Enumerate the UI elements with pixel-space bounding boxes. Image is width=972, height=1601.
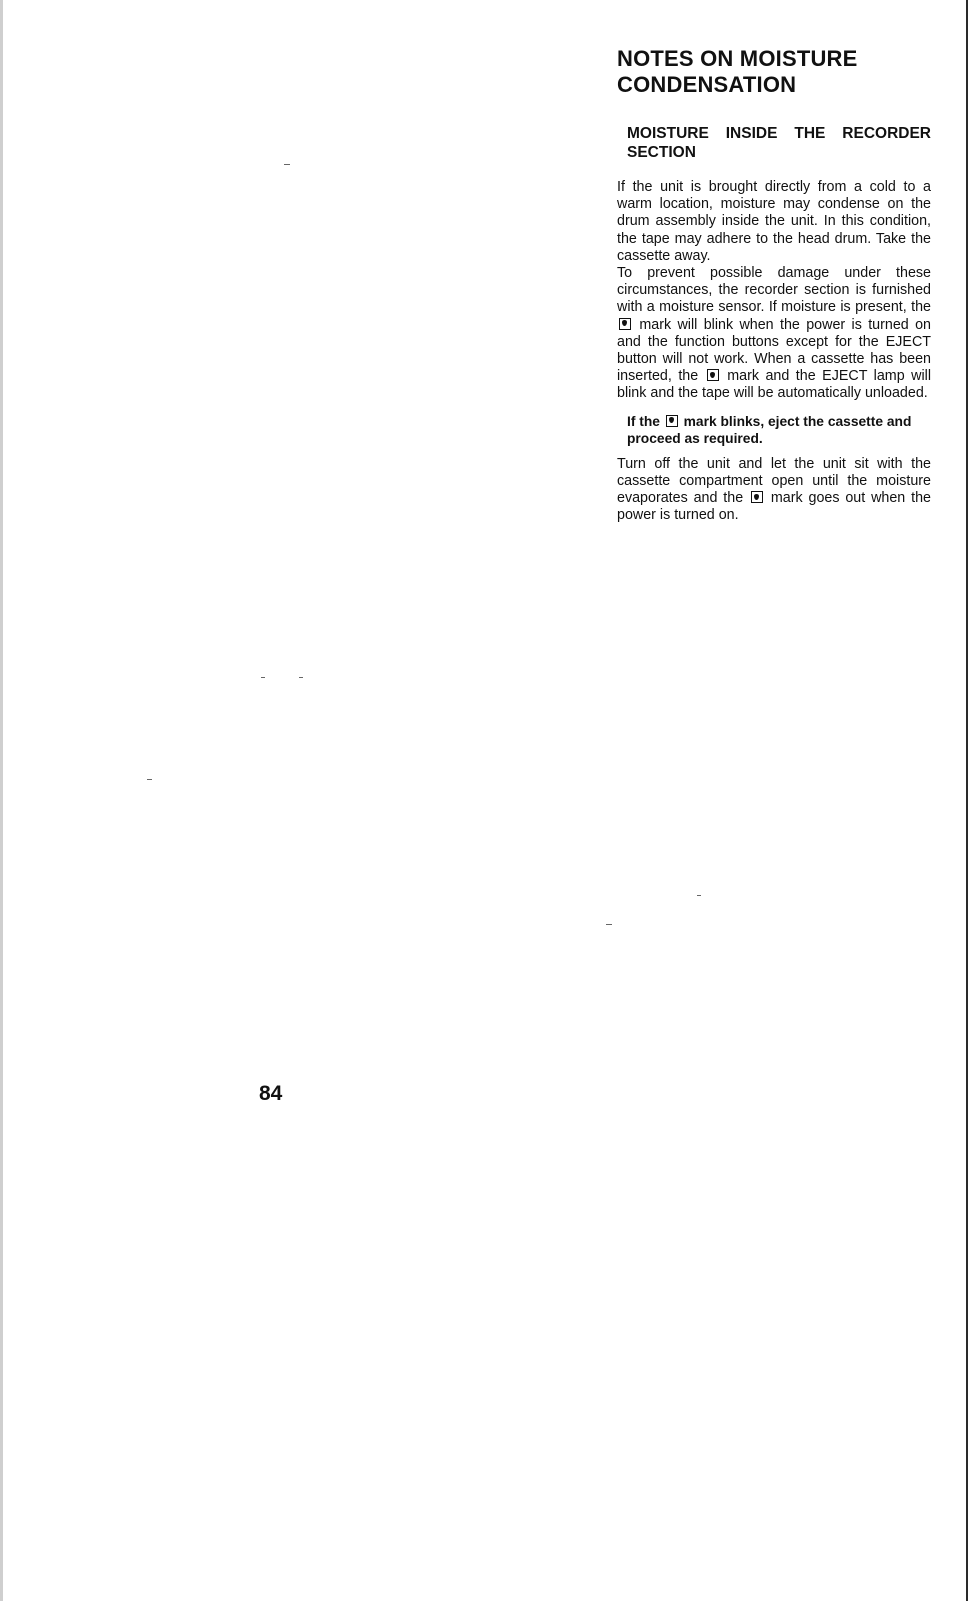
paragraph-text: mark will blink when the power is turned on and the function buttons except for the EJECT button will not work. When a cassette has been inserted, the xyxy=(617,316,931,385)
page-title: NOTES ON MOISTURE CONDENSATION xyxy=(617,46,858,97)
paragraph-condensation-cause: If the unit is brought directly from a cold to a warm location, moisture may condense on the drum assembly inside the unit. In this condition, the tape may adhere to the head drum. Take the cassette away. xyxy=(617,179,931,264)
moisture-drop-icon xyxy=(666,415,678,427)
paragraph-text: mark goes out when the power is turned on. xyxy=(617,490,931,524)
scan-speck xyxy=(606,924,612,925)
paragraph-text: To prevent possible damage under these circumstances, the recorder section is furnished with a moisture sensor. If moisture is present, the xyxy=(617,265,931,316)
paragraph-text: mark and the EJECT lamp will blink and the tape will be automatically unloaded. xyxy=(617,368,931,402)
scan-speck xyxy=(697,895,701,896)
page-number: 84 xyxy=(259,1082,283,1105)
text-column xyxy=(617,46,931,524)
section-heading: MOISTURE INSIDE THE RECORDER SECTION xyxy=(627,125,931,161)
paragraph-moisture-sensor xyxy=(617,265,931,403)
moisture-drop-icon xyxy=(619,318,631,330)
scan-left-edge xyxy=(0,0,3,1601)
paragraph-remedy xyxy=(617,456,931,525)
warning-text: mark blinks, eject the cassette and proceed as required. xyxy=(627,413,912,446)
warning-note xyxy=(627,413,931,447)
scan-right-edge xyxy=(966,0,968,1601)
paragraph-text: Turn off the unit and let the unit sit with the cassette compartment open until the moisture evaporates and the xyxy=(617,455,931,507)
moisture-drop-icon xyxy=(751,491,763,503)
scan-speck xyxy=(299,677,303,678)
scan-speck xyxy=(284,164,290,165)
scan-speck xyxy=(261,677,265,678)
moisture-drop-icon xyxy=(707,369,719,381)
scan-speck xyxy=(147,779,152,780)
warning-text: If the xyxy=(627,413,660,429)
